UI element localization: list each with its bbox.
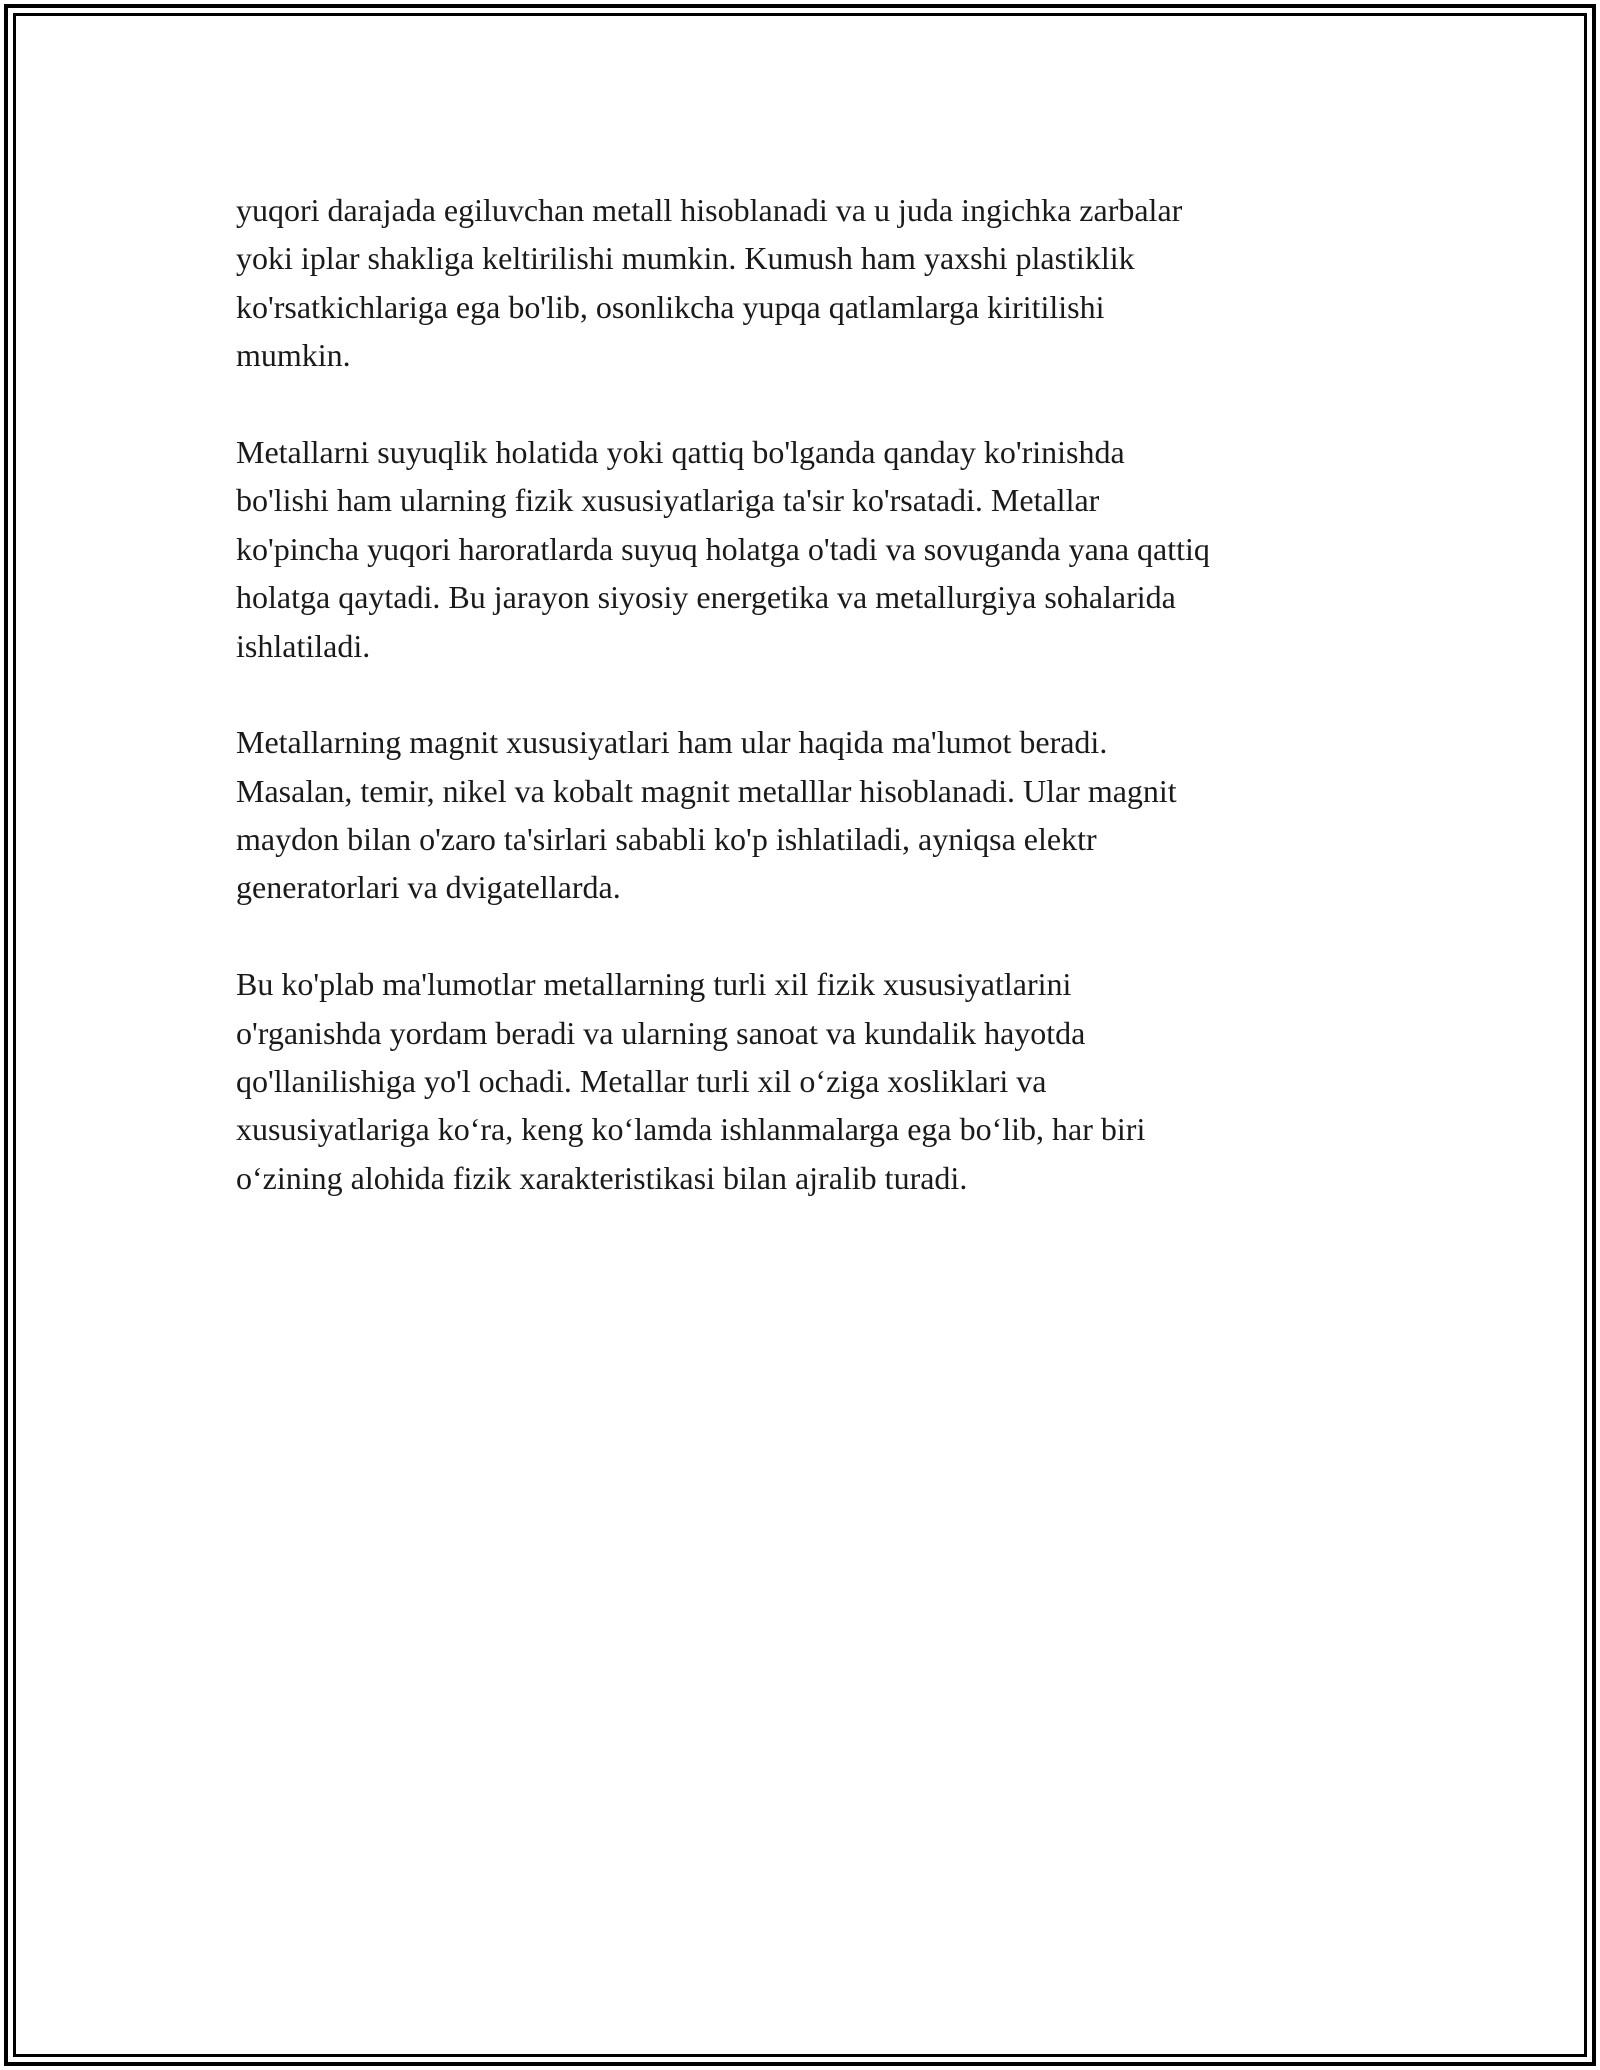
text-line: Metallarni suyuqlik holatida yoki qattiq bo'lganda qanday ko'rinishda bbox=[236, 433, 1125, 470]
text-line: ko'pincha yuqori haroratlarda suyuq holatga o'tadi va sovuganda yana qattiq bbox=[236, 530, 1210, 567]
text-line: Metallarning magnit xususiyatlari ham ular haqida ma'lumot beradi. bbox=[236, 724, 1108, 761]
text-line: ko'rsatkichlariga ega bo'lib, osonlikcha yupqa qatlamlarga kiritilishi bbox=[236, 288, 1105, 325]
text-line: yoki iplar shakliga keltirilishi mumkin. Kumush ham yaxshi plastiklik bbox=[236, 240, 1135, 277]
text-line: oʻzining alohida fizik xarakteristikasi bilan ajralib turadi. bbox=[236, 1159, 968, 1196]
text-line: yuqori darajada egiluvchan metall hisoblanadi va u juda ingichka zarbalar bbox=[236, 192, 1183, 228]
paragraph-1 bbox=[236, 186, 1366, 380]
paragraph-2 bbox=[236, 428, 1366, 670]
text-line: holatga qaytadi. Bu jarayon siyosiy energetika va metallurgiya sohalarida bbox=[236, 579, 1176, 616]
text-line: maydon bilan o'zaro ta'sirlari sababli ko'p ishlatiladi, ayniqsa elektr bbox=[236, 821, 1097, 858]
text-line: ishlatiladi. bbox=[236, 627, 371, 664]
text-line: xususiyatlariga koʻra, keng koʻlamda ishlanmalarga ega boʻlib, har biri bbox=[236, 1111, 1146, 1148]
text-line: Bu ko'plab ma'lumotlar metallarning turli xil fizik xususiyatlarini bbox=[236, 966, 1072, 1003]
text-line: mumkin. bbox=[236, 337, 351, 374]
text-line: Masalan, temir, nikel va kobalt magnit metalllar hisoblanadi. Ular magnit bbox=[236, 772, 1177, 809]
text-line: qo'llanilishiga yo'l ochadi. Metallar turli xil oʻziga xosliklari va bbox=[236, 1063, 1047, 1100]
document-body bbox=[236, 186, 1366, 1251]
text-line: bo'lishi ham ularning fizik xususiyatlariga ta'sir ko'rsatadi. Metallar bbox=[236, 482, 1100, 519]
paragraph-4 bbox=[236, 960, 1366, 1202]
text-line: o'rganishda yordam beradi va ularning sanoat va kundalik hayotda bbox=[236, 1014, 1086, 1051]
paragraph-3 bbox=[236, 718, 1366, 912]
text-line: generatorlari va dvigatellarda. bbox=[236, 869, 621, 906]
